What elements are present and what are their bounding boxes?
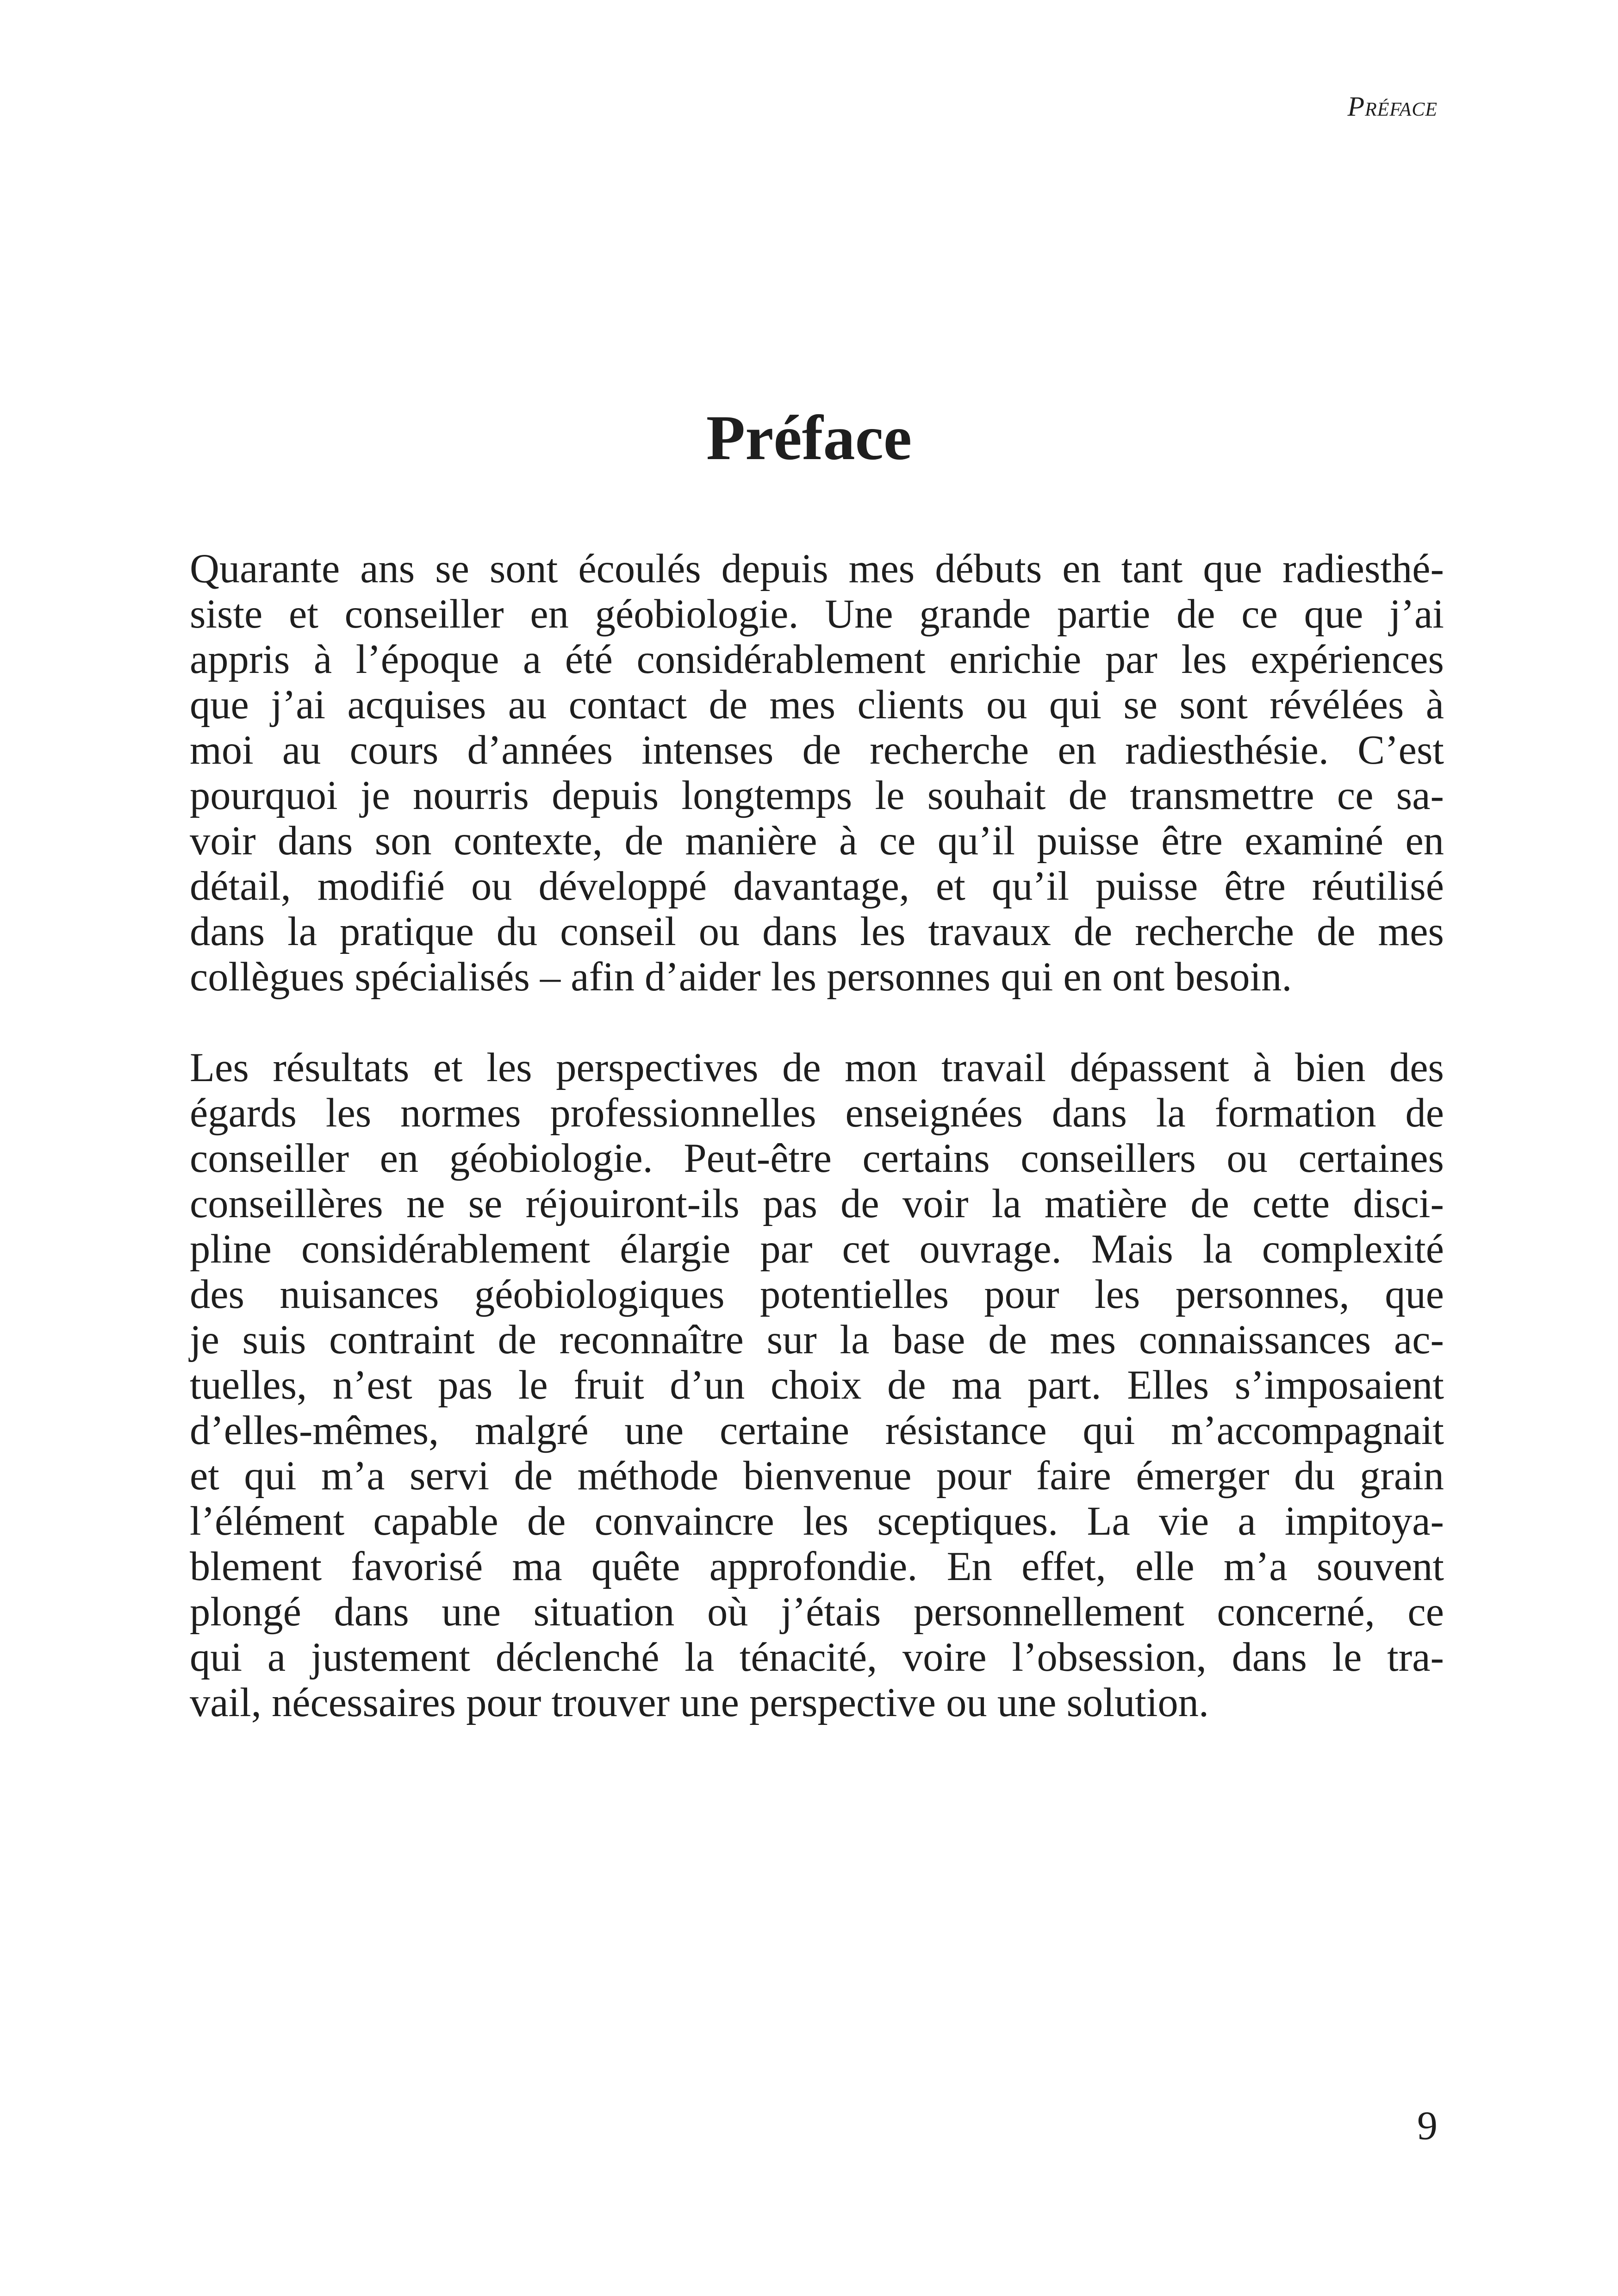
text-line: voir dans son contexte, de manière à ce qu’il puisse être examiné en [190, 818, 1444, 864]
running-head: Préface [1347, 91, 1438, 122]
paragraph-2 [190, 1045, 1444, 1725]
text-line: blement favorisé ma quête approfondie. En effet, elle m’a souvent [190, 1544, 1444, 1589]
page-number: 9 [1417, 2103, 1438, 2148]
paragraph-1 [190, 546, 1444, 1000]
text-line: collègues spécialisés – afin d’aider les personnes qui en ont besoin. [190, 954, 1292, 1000]
body-text [190, 546, 1444, 1725]
text-line: égards les normes professionnelles enseignées dans la formation de [190, 1090, 1444, 1136]
text-line: appris à l’époque a été considérablement enrichie par les expériences [190, 637, 1444, 682]
text-line: l’élément capable de convaincre les sceptiques. La vie a impitoya- [190, 1499, 1444, 1544]
text-line: vail, nécessaires pour trouver une perspective ou une solution. [190, 1680, 1209, 1725]
text-line: pourquoi je nourris depuis longtemps le souhait de transmettre ce sa- [190, 773, 1444, 818]
text-line: d’elles-mêmes, malgré une certaine résistance qui m’accompagnait [190, 1408, 1444, 1453]
text-line: je suis contraint de reconnaître sur la base de mes connaissances ac- [190, 1317, 1444, 1363]
text-line: qui a justement déclenché la ténacité, voire l’obsession, dans le tra- [190, 1635, 1444, 1680]
text-line: siste et conseiller en géobiologie. Une grande partie de ce que j’ai [190, 591, 1444, 637]
text-line: Les résultats et les perspectives de mon travail dépassent à bien des [190, 1045, 1444, 1090]
chapter-title: Préface [706, 402, 912, 473]
text-line: Quarante ans se sont écoulés depuis mes débuts en tant que radiesthé- [190, 546, 1444, 591]
text-line: détail, modifié ou développé davantage, et qu’il puisse être réutilisé [190, 864, 1444, 909]
text-line: plongé dans une situation où j’étais personnellement concerné, ce [190, 1589, 1444, 1635]
text-line: dans la pratique du conseil ou dans les travaux de recherche de mes [190, 909, 1444, 954]
text-line: tuelles, n’est pas le fruit d’un choix de ma part. Elles s’imposaient [190, 1363, 1444, 1408]
text-line: des nuisances géobiologiques potentielles pour les personnes, que [190, 1272, 1444, 1317]
text-line: conseiller en géobiologie. Peut-être certains conseillers ou certaines [190, 1136, 1444, 1181]
text-line: pline considérablement élargie par cet ouvrage. Mais la complexité [190, 1226, 1444, 1272]
text-line: conseillères ne se réjouiront-ils pas de voir la matière de cette disci- [190, 1181, 1444, 1226]
text-line: moi au cours d’années intenses de recherche en radiesthésie. C’est [190, 728, 1444, 773]
text-line: et qui m’a servi de méthode bienvenue pour faire émerger du grain [190, 1453, 1444, 1499]
paragraph-gap [190, 1000, 1444, 1045]
text-line: que j’ai acquises au contact de mes clients ou qui se sont révélées à [190, 682, 1444, 728]
